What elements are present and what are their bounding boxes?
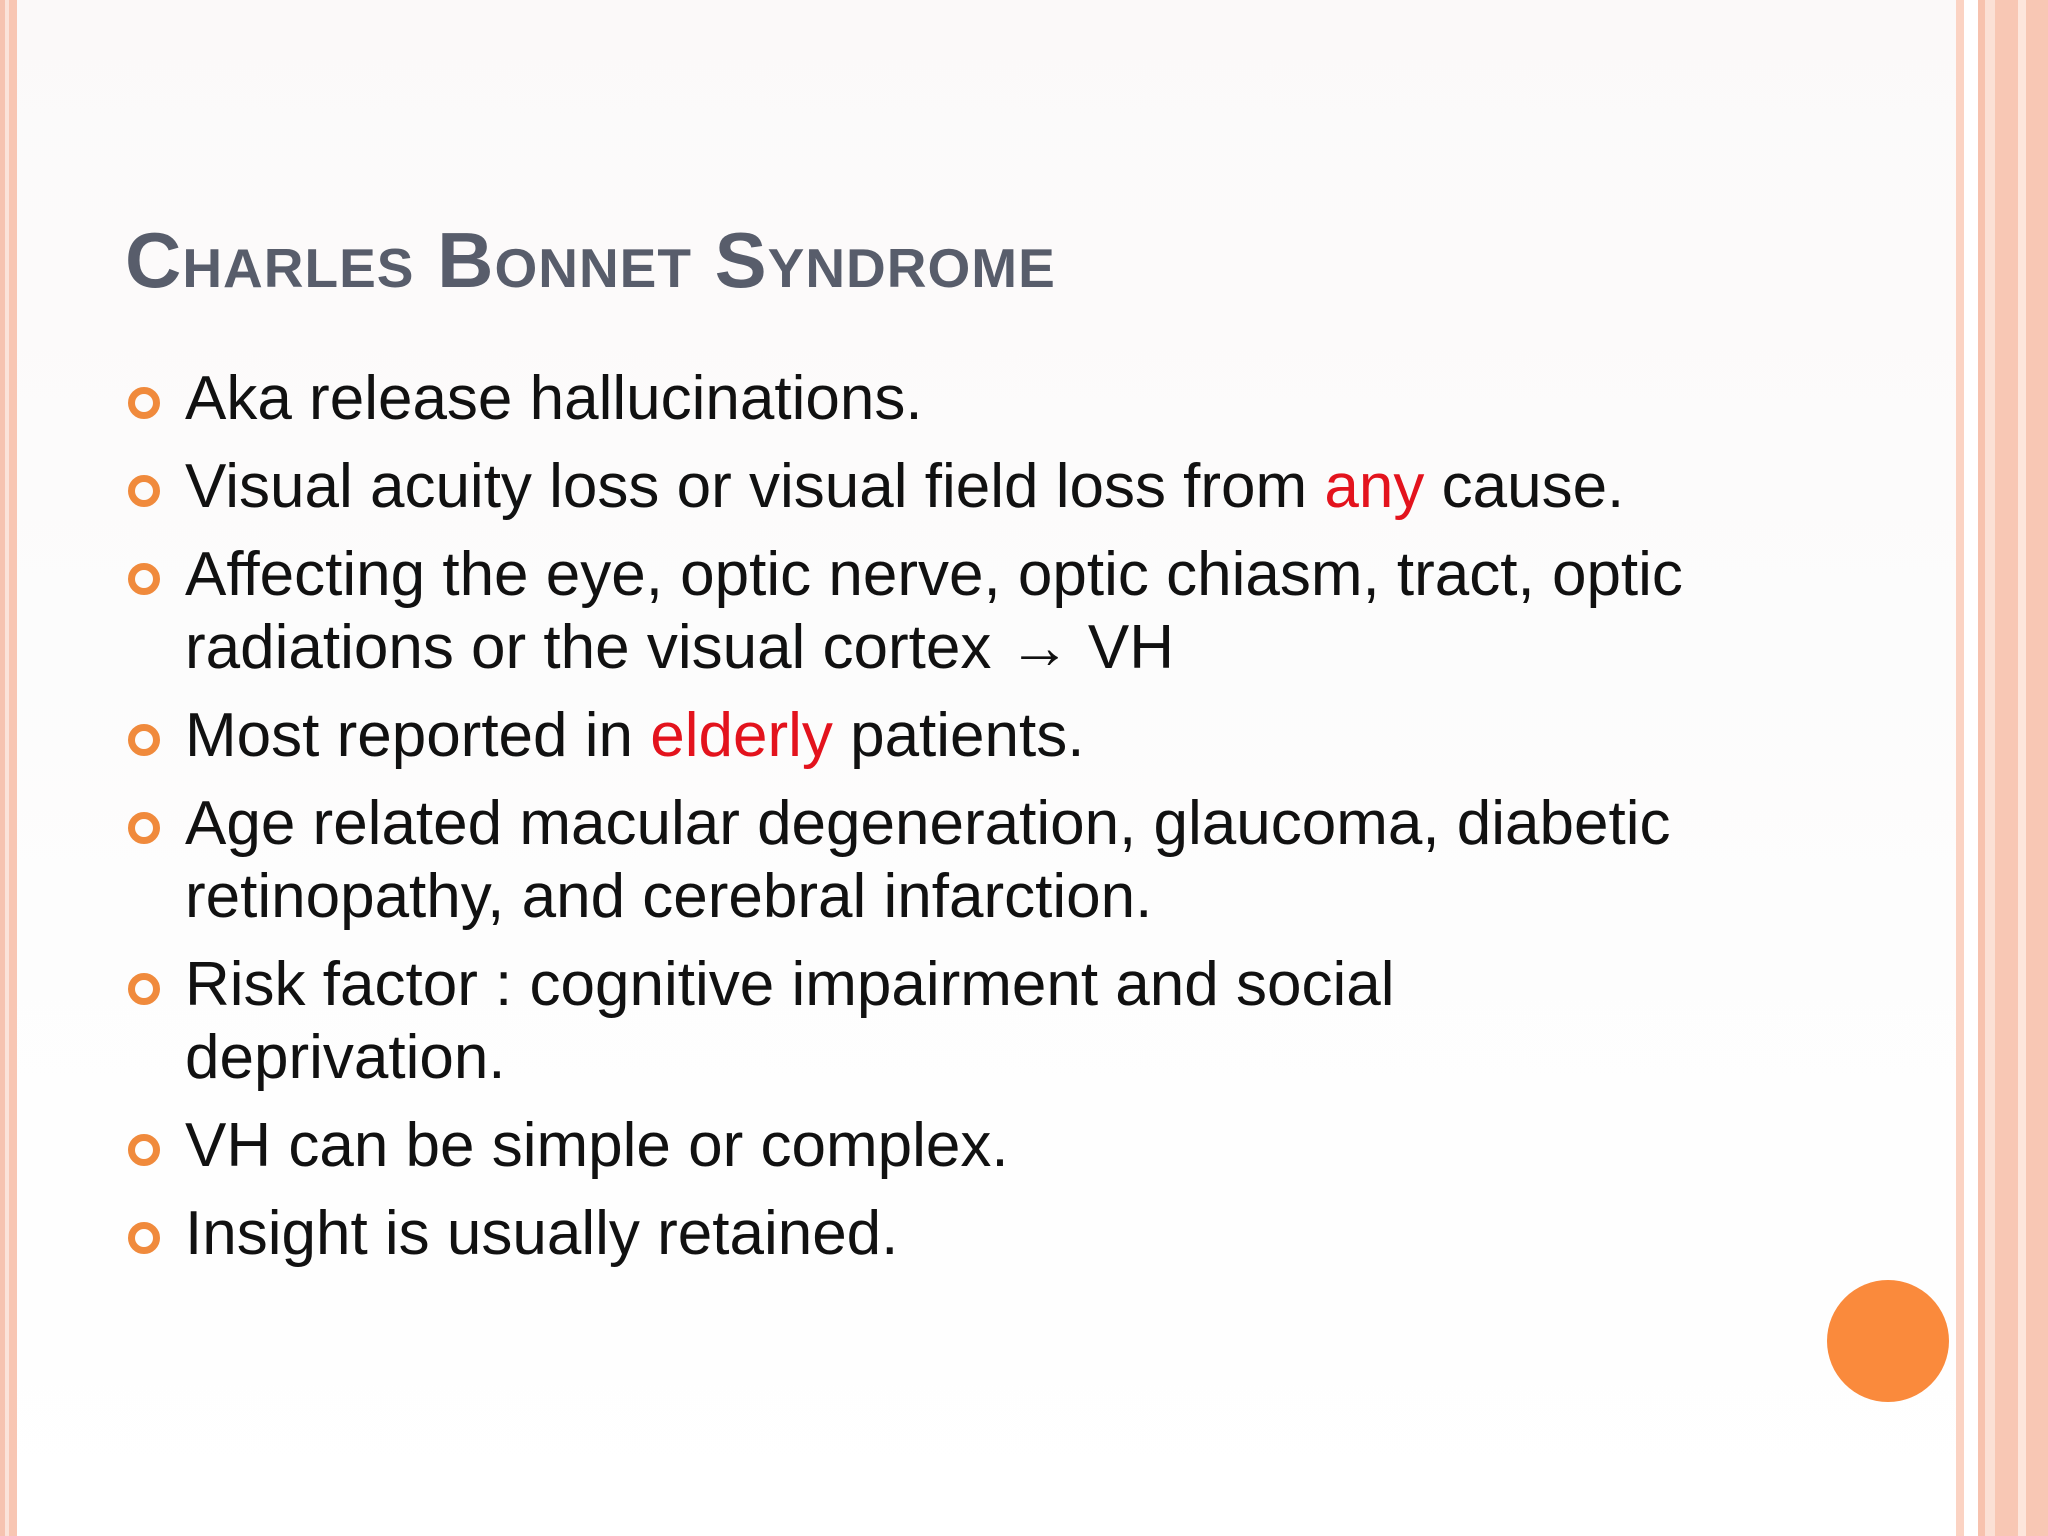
bullet-item — [125, 1109, 1725, 1182]
bullet-item — [125, 538, 1725, 684]
bullet-item — [125, 1197, 1725, 1270]
bullet-text: Visual acuity loss or visual field loss from — [185, 452, 1325, 521]
bullet-item — [125, 450, 1725, 523]
hollow-circle-bullet-icon — [128, 563, 160, 595]
highlight-text: any — [1324, 452, 1425, 521]
bullet-text: Insight is usually retained. — [185, 1199, 899, 1268]
bullet-item — [125, 948, 1725, 1094]
slide-title: Charles Bonnet Syndrome — [125, 216, 1056, 304]
hollow-circle-bullet-icon — [128, 973, 160, 1005]
right-border-stripe — [1956, 0, 1964, 1536]
bullet-item — [125, 362, 1725, 435]
hollow-circle-bullet-icon — [128, 812, 160, 844]
hollow-circle-bullet-icon — [128, 387, 160, 419]
bullet-item — [125, 699, 1725, 772]
bullet-text: Affecting the eye, optic nerve, optic chiasm, tract, optic radiations or the visual cortex → VH — [185, 540, 1683, 682]
hollow-circle-bullet-icon — [128, 724, 160, 756]
bullet-item — [125, 787, 1725, 933]
hollow-circle-bullet-icon — [128, 475, 160, 507]
hollow-circle-bullet-icon — [128, 1222, 160, 1254]
orange-circle-icon — [1827, 1280, 1949, 1402]
bullet-text: Most reported in — [185, 701, 651, 770]
bullet-text: Aka release hallucinations. — [185, 364, 923, 433]
bullet-text: Age related macular degeneration, glaucoma, diabetic retinopathy, and cerebral infarction. — [185, 789, 1671, 931]
bullet-text: Risk factor : cognitive impairment and social deprivation. — [185, 950, 1395, 1092]
bullet-list — [125, 362, 1725, 1285]
right-border-stripe — [1985, 0, 1995, 1536]
bullet-text: patients. — [832, 701, 1085, 770]
right-border-stripe — [1978, 0, 1985, 1536]
highlight-text: elderly — [650, 701, 833, 770]
bullet-text: cause. — [1424, 452, 1625, 521]
left-border-stripe — [9, 0, 17, 1536]
right-border-gap — [1964, 0, 1978, 1536]
right-border-stripe — [2018, 0, 2026, 1536]
hollow-circle-bullet-icon — [128, 1134, 160, 1166]
bullet-text: VH can be simple or complex. — [185, 1111, 1009, 1180]
